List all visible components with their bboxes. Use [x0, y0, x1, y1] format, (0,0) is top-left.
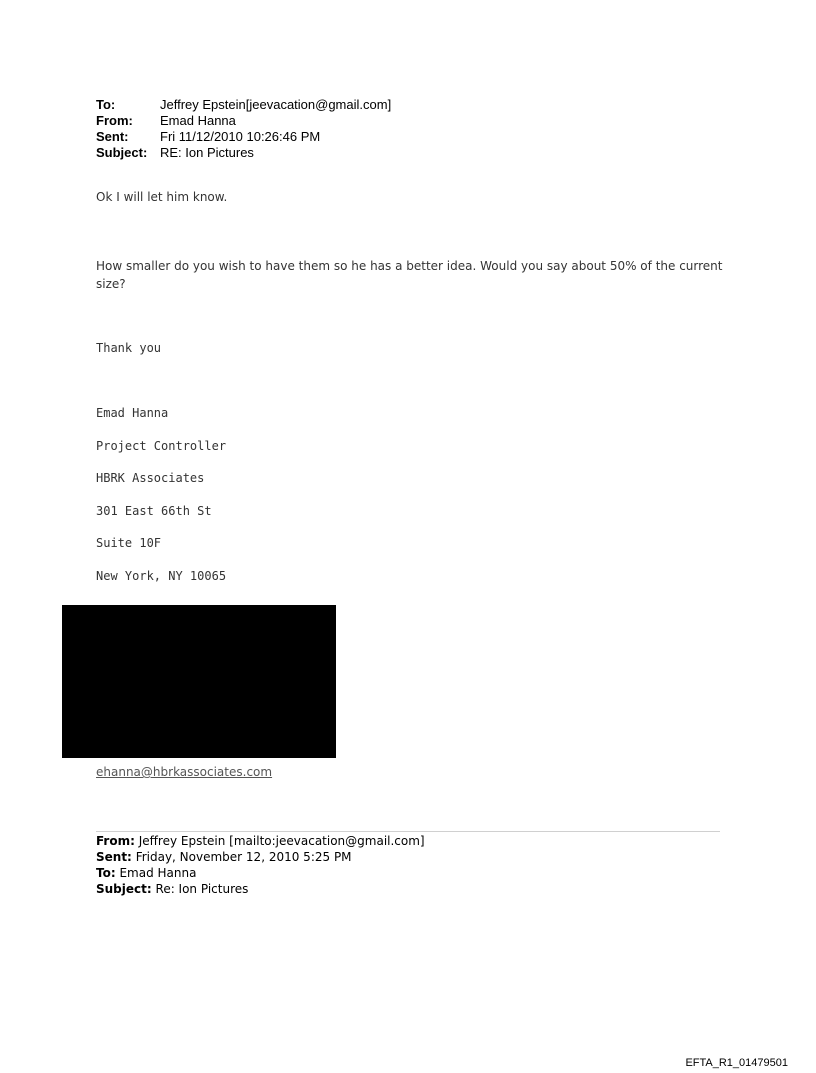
sent-label: Sent:: [96, 129, 129, 144]
from-value: Emad Hanna: [160, 113, 236, 128]
signature-name: Emad Hanna: [96, 406, 169, 420]
header-subject-row: [96, 145, 391, 161]
signature-company: HBRK Associates: [96, 471, 205, 485]
subject-label: Subject:: [96, 145, 148, 160]
to-label: To:: [96, 97, 116, 112]
fwd-from-value: Jeffrey Epstein [mailto:jeevacation@gmail.com]: [138, 834, 425, 848]
signature-title: Project Controller: [96, 439, 227, 453]
fwd-sent-label: Sent:: [96, 850, 132, 864]
header-to-row: [96, 97, 391, 113]
signature-email-link[interactable]: ehanna@hbrkassociates.com: [96, 765, 273, 779]
forward-divider: [96, 831, 720, 832]
fwd-sent-row: [96, 849, 425, 865]
header-from-row: [96, 113, 391, 129]
forwarded-header: [96, 833, 425, 897]
thanks-text: Thank you: [96, 341, 162, 355]
signature-address1: 301 East 66th St: [96, 504, 212, 518]
fwd-subject-label: Subject:: [96, 882, 152, 896]
body-line-1: Ok I will let him know.: [96, 190, 228, 204]
to-value: Jeffrey Epstein[jeevacation@gmail.com]: [160, 97, 392, 112]
document-id: EFTA_R1_01479501: [685, 1057, 788, 1069]
signature-address2: Suite 10F: [96, 536, 162, 550]
body-line-2: How smaller do you wish to have them so he has a better idea. Would you say about 50% of the current size?: [96, 259, 723, 291]
fwd-sent-value: Friday, November 12, 2010 5:25 PM: [135, 850, 352, 864]
fwd-from-label: From:: [96, 834, 135, 848]
fwd-to-label: To:: [96, 866, 116, 880]
signature-city: New York, NY 10065: [96, 569, 227, 583]
sent-value: Fri 11/12/2010 10:26:46 PM: [160, 129, 321, 144]
fwd-to-row: [96, 865, 425, 881]
header-sent-row: [96, 129, 391, 145]
from-label: From:: [96, 113, 133, 128]
fwd-subject-row: [96, 881, 425, 897]
fwd-to-value: Emad Hanna: [119, 866, 197, 880]
redaction-block: [62, 605, 336, 758]
fwd-from-row: [96, 833, 425, 849]
subject-value: RE: Ion Pictures: [160, 145, 254, 160]
email-header: [96, 97, 391, 161]
fwd-subject-value: Re: Ion Pictures: [155, 882, 249, 896]
